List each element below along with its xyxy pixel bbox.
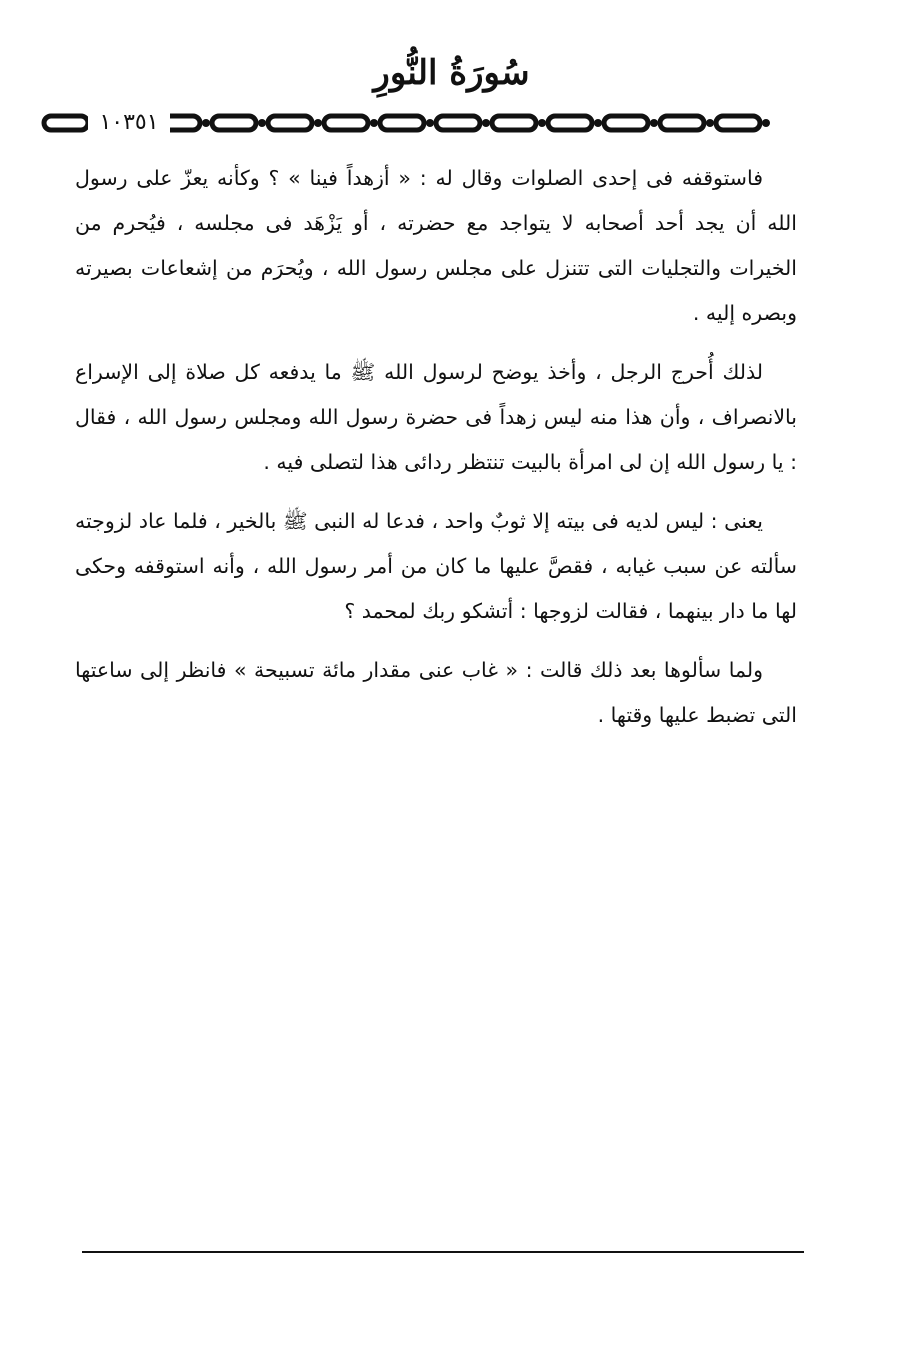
border-link — [44, 116, 88, 130]
border-link — [716, 116, 760, 130]
border-link — [660, 116, 704, 130]
paragraph: ولما سألوها بعد ذلك قالت : « غاب عنى مقدار مائة تسبيحة » فانظر إلى ساعتها التى تضبط عليها وقتها . — [75, 658, 797, 727]
border-dot — [314, 119, 322, 127]
border-dot — [706, 119, 714, 127]
surah-title: سُورَةُ النُّورِ — [373, 53, 530, 93]
border-dot — [370, 119, 378, 127]
border-dot — [762, 119, 770, 127]
border-link — [268, 116, 312, 130]
border-dot — [482, 119, 490, 127]
paragraph: فاستوقفه فى إحدى الصلوات وقال له : « أزهداً فينا » ؟ وكأنه يعزّ على رسول الله أن يجد أحد أصحابه لا يتواجد مع حضرته ، أو يَزْهَد فى مجلسه ، فيُحرم من الخيرات والتجليات التى تتنزل على مجلس رسول الله ، ويُحرَم من إشعاعات بصيرته وبصره إليه . — [75, 166, 797, 325]
paragraph: لذلك أُحرج الرجل ، وأخذ يوضح لرسول الله ﷺ ما يدفعه كل صلاة إلى الإسراع بالانصراف ، وأن هذا منه ليس زهداً فى حضرة رسول الله ومجلس رسول الله ، فقال : يا رسول الله إن لى امرأة بالبيت تنتظر ردائى هذا لتصلى فيه . — [75, 360, 797, 474]
border-dot — [594, 119, 602, 127]
footnote-divider — [82, 1251, 804, 1253]
page-body — [75, 156, 797, 752]
border-link — [436, 116, 480, 130]
border-dot — [258, 119, 266, 127]
paragraph: يعنى : ليس لديه فى بيته إلا ثوبٌ واحد ، فدعا له النبى ﷺ بالخير ، فلما عاد لزوجته سألته عن سبب غيابه ، فقصَّ عليها ما كان من أمر رسول الله ، وأنه استوقفه وحكى لها ما دار بينهما ، فقالت لزوجها : أتشكو ربك لمحمد ؟ — [75, 509, 797, 623]
border-dot — [202, 119, 210, 127]
border-link — [604, 116, 648, 130]
border-link — [324, 116, 368, 130]
page-number: ١٠٣٥١ — [88, 108, 170, 138]
border-link — [492, 116, 536, 130]
border-link — [380, 116, 424, 130]
border-dot — [426, 119, 434, 127]
border-dot — [538, 119, 546, 127]
border-dot — [650, 119, 658, 127]
border-link — [548, 116, 592, 130]
border-link — [212, 116, 256, 130]
